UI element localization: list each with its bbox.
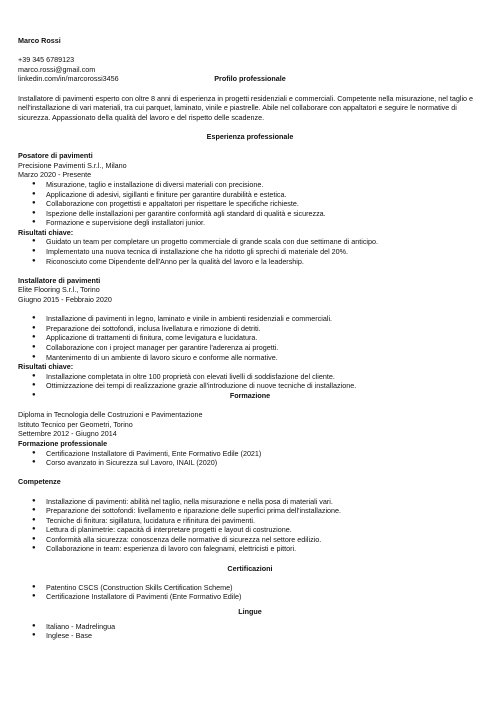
job-title: Posatore di pavimenti <box>18 151 93 161</box>
results-label: Risultati chiave: <box>18 227 74 237</box>
list-item: ● Preparazione dei sottofondi: livellamento e riparazione delle superfici prima dell'installazione. <box>18 506 482 516</box>
education-school: Istituto Tecnico per Geometri, Torino <box>18 419 133 429</box>
job-period: Marzo 2020 - Presente <box>18 170 92 180</box>
list-item: ● Lettura di planimetrie: capacità di interpretare progetti e layout di costruzione. <box>18 525 482 535</box>
list-item: ● Applicazione di adesivi, sigillanti e finiture per garantire durabilità e estetica. <box>18 190 482 200</box>
list-item: ● Preparazione dei sottofondi, inclusa livellatura e rimozione di detriti. <box>18 324 482 334</box>
resume-page <box>18 36 482 641</box>
job-company: Elite Flooring S.r.l., Torino <box>18 285 100 295</box>
list-item: ● Collaborazione con i project manager per garantire l'aderenza ai progetti. <box>18 343 482 353</box>
list-item: ● Formazione e supervisione degli installatori junior. <box>18 218 482 228</box>
contact-email: marco.rossi@gmail.com <box>18 64 96 74</box>
candidate-name: Marco Rossi <box>18 36 61 45</box>
job-title: Installatore di pavimenti <box>18 275 101 285</box>
job-results-list <box>18 237 482 266</box>
list-item: ● Implementato una nuova tecnica di installazione che ha ridotto gli sprechi di materiale del 20%. <box>18 247 482 257</box>
training-label: Formazione professionale <box>18 438 108 448</box>
list-item: ● Certificazione Installatore di Pavimenti, Ente Formativo Edile (2021) <box>18 449 482 459</box>
results-label: Risultati chiave: <box>18 362 74 372</box>
list-item: ● Patentino CSCS (Construction Skills Certification Scheme) <box>18 583 482 593</box>
languages-heading: Lingue <box>238 607 262 617</box>
list-item: ● Misurazione, taglio e installazione di diversi materiali con precisione. <box>18 180 482 190</box>
job-duties-list <box>18 314 482 362</box>
list-item: ● Mantenimento di un ambiente di lavoro sicuro e conforme alle normative. <box>18 353 482 363</box>
list-item: ● Riconosciuto come Dipendente dell'Anno per la qualità del lavoro e la leadership. <box>18 257 482 267</box>
training-list <box>18 449 482 468</box>
list-item: ● Certificazione Installatore di Pavimenti (Ente Formativo Edile) <box>18 592 482 602</box>
contact-phone: +39 345 6789123 <box>18 55 75 65</box>
list-item: ● Collaborazione in team: esperienza di lavoro con falegnami, elettricisti e pittori. <box>18 544 482 554</box>
education-period: Settembre 2012 - Giugno 2014 <box>18 429 117 439</box>
list-item: ● Ottimizzazione dei tempi di realizzazione grazie all'introduzione di nuove tecniche di installazione. <box>18 381 482 391</box>
job-company: Precisione Pavimenti S.r.l., Milano <box>18 160 127 170</box>
list-item: ● Installazione di pavimenti: abilità nel taglio, nella misurazione e nella posa di materiali vari. <box>18 497 482 507</box>
list-item <box>18 391 482 401</box>
certifications-list <box>18 583 482 602</box>
profile-heading: Profilo professionale <box>214 74 286 84</box>
education-heading: Formazione <box>229 390 271 400</box>
job-period: Giugno 2015 - Febbraio 2020 <box>18 295 112 305</box>
list-item: ● Guidato un team per completare un progetto commerciale di grande scala con due settimane di anticipo. <box>18 237 482 247</box>
job-results-list <box>18 372 482 401</box>
list-item: ● Italiano - Madrelingua <box>18 622 482 632</box>
list-item: ● Installazione di pavimenti in legno, laminato e vinile in ambienti residenziali e commerciali. <box>18 314 482 324</box>
list-item: ● Corso avanzato in Sicurezza sul Lavoro, INAIL (2020) <box>18 458 482 468</box>
list-item: ● Collaborazione con progettisti e appaltatori per rispettare le specifiche richieste. <box>18 199 482 209</box>
skills-heading: Competenze <box>18 477 61 487</box>
job-duties-list <box>18 180 482 228</box>
list-item: ● Ispezione delle installazioni per garantire conformità agli standard di qualità e sicurezza. <box>18 209 482 219</box>
languages-list <box>18 622 482 641</box>
contact-linkedin: linkedin.com/in/marcorossi3456 <box>18 74 119 84</box>
list-item: ● Tecniche di finitura: sigillatura, lucidatura e rifinitura dei pavimenti. <box>18 516 482 526</box>
profile-text: Installatore di pavimenti esperto con oltre 8 anni di esperienza in progetti residenziali e commerciali. Competente nella misurazione, nel taglio e nell'installazione di vari materiali, tra cui parquet, laminato, vinile e piastrelle. Abile nel collaborare con appaltatori e seguire le normative di sicurezza. Appassionato della qualità del lavoro e del rispetto delle scadenze. <box>18 93 474 122</box>
list-item: ● Installazione completata in oltre 100 proprietà con elevati livelli di soddisfazione del cliente. <box>18 372 482 382</box>
education-degree: Diploma in Tecnologia delle Costruzioni e Pavimentazione <box>18 410 203 420</box>
list-item: ● Applicazione di trattamenti di finitura, come levigatura e lucidatura. <box>18 333 482 343</box>
list-item: ● Inglese - Base <box>18 631 482 641</box>
experience-heading: Esperienza professionale <box>206 131 294 141</box>
skills-list <box>18 497 482 555</box>
list-item: ● Conformità alla sicurezza: conoscenza delle normative di sicurezza nel settore edilizio. <box>18 535 482 545</box>
certifications-heading: Certificazioni <box>227 563 273 573</box>
